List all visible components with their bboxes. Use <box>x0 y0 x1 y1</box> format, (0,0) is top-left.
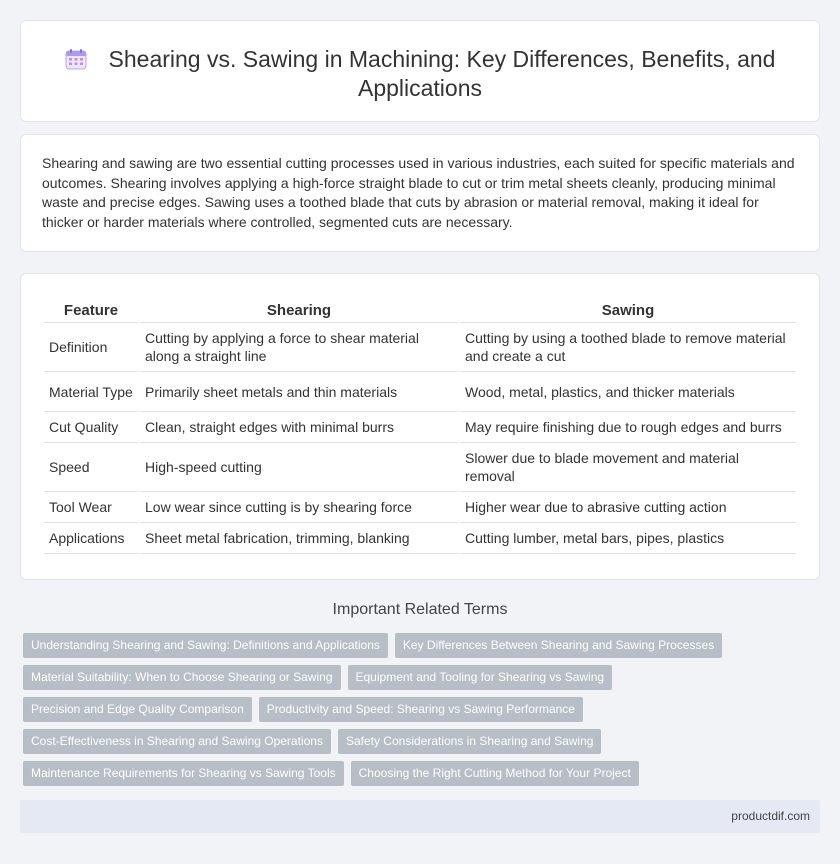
related-term-tag[interactable]: Safety Considerations in Shearing and Sawing <box>338 729 602 754</box>
row-shearing: Clean, straight edges with minimal burrs <box>140 412 458 443</box>
row-feature: Applications <box>44 523 138 554</box>
row-feature: Speed <box>44 443 138 492</box>
row-feature: Tool Wear <box>44 492 138 523</box>
row-shearing: High-speed cutting <box>140 443 458 492</box>
row-sawing: Higher wear due to abrasive cutting action <box>460 492 796 523</box>
related-term-tag[interactable]: Understanding Shearing and Sawing: Definitions and Applications <box>23 633 388 658</box>
table-row <box>44 372 796 412</box>
tag-row <box>23 665 612 690</box>
calendar-icon <box>65 48 87 70</box>
header-feature: Feature <box>44 295 138 323</box>
page-title-text: Shearing vs. Sawing in Machining: Key Differences, Benefits, and Applications <box>108 46 776 101</box>
table-row <box>44 323 796 372</box>
tag-row <box>23 729 601 754</box>
row-sawing: Cutting lumber, metal bars, pipes, plastics <box>460 523 796 554</box>
related-term-tag[interactable]: Choosing the Right Cutting Method for Your Project <box>351 761 639 786</box>
tag-row <box>23 761 639 786</box>
row-sawing: Slower due to blade movement and material removal <box>460 443 796 492</box>
header-shearing: Shearing <box>140 295 458 323</box>
row-shearing: Cutting by applying a force to shear material along a straight line <box>140 323 458 372</box>
comparison-table <box>42 295 798 554</box>
row-sawing: Cutting by using a toothed blade to remove material and create a cut <box>460 323 796 372</box>
table-header-row <box>44 295 796 323</box>
tag-row <box>23 697 583 722</box>
row-feature: Material Type <box>44 372 138 412</box>
comparison-table-card <box>20 273 820 580</box>
table-row <box>44 443 796 492</box>
related-term-tag[interactable]: Precision and Edge Quality Comparison <box>23 697 252 722</box>
row-shearing: Sheet metal fabrication, trimming, blanking <box>140 523 458 554</box>
row-feature: Definition <box>44 323 138 372</box>
footer-site-link[interactable]: productdif.com <box>731 809 810 823</box>
table-row <box>44 412 796 443</box>
related-term-tag[interactable]: Equipment and Tooling for Shearing vs Sawing <box>348 665 613 690</box>
table-row <box>44 492 796 523</box>
row-feature: Cut Quality <box>44 412 138 443</box>
row-shearing: Primarily sheet metals and thin materials <box>140 372 458 412</box>
table-row <box>44 523 796 554</box>
related-term-tag[interactable]: Maintenance Requirements for Shearing vs Sawing Tools <box>23 761 344 786</box>
row-sawing: Wood, metal, plastics, and thicker materials <box>460 372 796 412</box>
intro-paragraph: Shearing and sawing are two essential cutting processes used in various industries, each suited for specific materials and outcomes. Shearing involves applying a high-force straight blade to cut or trim metal sheets cleanly, producing minimal waste and precise edges. Sawing uses a toothed blade that cuts by abrasion or material removal, making it ideal for thicker or harder materials where controlled, segmented cuts are necessary. <box>42 155 795 230</box>
tag-row <box>23 633 722 658</box>
intro-card <box>20 134 820 252</box>
related-term-tag[interactable]: Productivity and Speed: Shearing vs Sawing Performance <box>259 697 583 722</box>
related-term-tag[interactable]: Material Suitability: When to Choose Shearing or Sawing <box>23 665 341 690</box>
footer <box>20 800 820 833</box>
header-card <box>20 20 820 122</box>
row-sawing: May require finishing due to rough edges and burrs <box>460 412 796 443</box>
related-term-tag[interactable]: Cost-Effectiveness in Shearing and Sawing Operations <box>23 729 331 754</box>
header-sawing: Sawing <box>460 295 796 323</box>
row-shearing: Low wear since cutting is by shearing force <box>140 492 458 523</box>
page-title <box>21 45 819 103</box>
related-terms-title: Important Related Terms <box>332 601 508 618</box>
related-term-tag[interactable]: Key Differences Between Shearing and Sawing Processes <box>395 633 722 658</box>
